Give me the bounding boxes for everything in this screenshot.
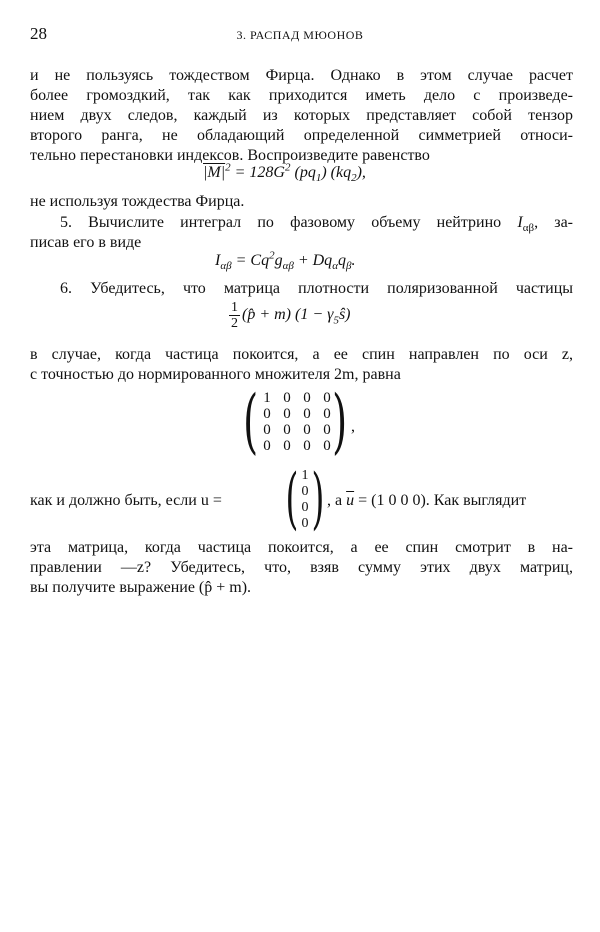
matrix-cell: 0	[323, 438, 331, 454]
formula2-end: .	[351, 252, 356, 269]
formula-amplitude-squared	[203, 161, 366, 185]
item5-text: 5. Вычислите интеграл по фазовому объему нейтрино	[60, 214, 518, 231]
line-without-fierz: не используя тождества Фирца.	[30, 193, 245, 210]
paragraph3-line-2: правлении —z? Убедитесь, что, взяв сумму этих двух матриц,	[30, 559, 573, 576]
formula2-q-power: 2	[269, 249, 275, 262]
running-head: 3. РАСПАД МЮОНОВ	[236, 28, 364, 42]
formula-density-matrix	[229, 300, 351, 331]
item6-line-1: 6. Убедитесь, что матрица плотности поляризованной частицы	[60, 280, 573, 297]
paragraph2-line-2: с точностью до нормированного множителя 2m, равна	[30, 366, 401, 383]
formula1-rhs-power: 2	[284, 161, 291, 174]
vector-entry: 1	[301, 468, 309, 483]
vector-entry: 0	[301, 516, 309, 531]
matrix-table	[257, 390, 337, 454]
matrix-cell: 0	[283, 406, 291, 422]
formula1-end: ),	[356, 164, 366, 181]
matrix-cell: 0	[323, 390, 331, 406]
vector-left-paren: (	[285, 460, 299, 537]
matrix-right-paren: )	[331, 380, 347, 462]
formula3-gamma-sub: 5	[333, 314, 339, 327]
matrix-cell: 0	[303, 438, 311, 454]
formula1-mid: ) (kq	[321, 164, 352, 181]
vector-entry: 0	[301, 484, 309, 499]
formula2-q2: q	[337, 252, 346, 269]
formula1-rhs: = 128G	[230, 164, 285, 181]
matrix-cell: 0	[323, 422, 331, 438]
formula3-fraction	[229, 300, 240, 331]
vector-ubar: $\overline{u}$	[346, 492, 355, 509]
formula3-numerator: 1	[231, 300, 238, 315]
formula2-I-sub: αβ	[220, 260, 232, 273]
vector-line-end: = (1 0 0 0). Как выглядит	[354, 492, 527, 509]
matrix-cell: 0	[263, 422, 271, 438]
spinor-column-vector	[285, 460, 325, 537]
paragraph2-line-1: в случае, когда частица покоится, а ее спин направлен по оси z,	[30, 346, 573, 363]
matrix-cell: 0	[303, 406, 311, 422]
paragraph1-line-3: нием двух следов, каждый из которых представляет собой тензор	[30, 107, 573, 124]
item5-line-2: писав его в виде	[30, 234, 142, 251]
item5-integral-sub: αβ	[522, 222, 535, 235]
formula1-sub2: 2	[351, 172, 357, 185]
formula2-eq: = Cq	[231, 252, 270, 269]
vector-entries	[298, 468, 312, 532]
paragraph1-line-2: более громоздкий, так как приходится иметь дело с произведе-	[30, 87, 573, 104]
formula2-q-sub2: β	[345, 260, 352, 273]
matrix-cell: 0	[323, 406, 331, 422]
matrix-row	[257, 406, 337, 422]
formula2-I: I	[215, 252, 221, 269]
page-number: 28	[30, 24, 47, 43]
matrix-cell: 0	[283, 438, 291, 454]
formula2-g: g	[274, 252, 283, 269]
paragraph3-line-3: вы получите выражение (p̂ + m).	[30, 579, 252, 596]
matrix-left-paren: (	[243, 380, 259, 462]
matrix-row	[257, 390, 337, 406]
vector-line-middle: , а	[327, 492, 347, 509]
paragraph1-line-5: тельно перестановки индексов. Воспроизведите равенство	[30, 147, 430, 164]
matrix-cell: 0	[263, 406, 271, 422]
formula1-rest: (pq	[290, 164, 316, 181]
formula3-denominator: 2	[231, 316, 238, 331]
item5-text-end: , за-	[534, 214, 573, 231]
vector-line-after	[327, 492, 526, 510]
matrix-row	[257, 422, 337, 438]
formula2-g-sub: αβ	[282, 260, 294, 273]
formula-integral	[215, 249, 356, 273]
vector-line-before: как и должно быть, если u =	[30, 492, 222, 509]
vector-entry: 0	[301, 500, 309, 515]
paragraph1-line-4: второго ранга, не обладающий определенной симметрией относи-	[30, 127, 573, 144]
item5-line-1	[60, 213, 573, 233]
item5-integral-symbol: I	[517, 214, 523, 231]
matrix-cell: 0	[283, 422, 291, 438]
formula1-lhs: |M|	[203, 164, 226, 181]
density-matrix-4x4	[243, 380, 359, 462]
paragraph3-line-1: эта матрица, когда частица покоится, а ее спин смотрит в на-	[30, 539, 573, 556]
formula1-sub1: 1	[315, 172, 322, 185]
paragraph1-line-1: и не пользуясь тождеством Фирца. Однако в этом случае расчет	[30, 67, 573, 84]
matrix-row	[257, 438, 337, 454]
formula1-lhs-power: 2	[225, 161, 231, 174]
formula3-body: (p̂ + m) (1 − γ	[242, 306, 334, 324]
matrix-trailing-comma: ,	[351, 418, 355, 435]
formula3-tail: ŝ)	[338, 306, 351, 324]
formula2-q-sub1: α	[332, 260, 338, 273]
matrix-cell: 0	[283, 390, 291, 406]
vector-right-paren: )	[311, 460, 325, 537]
matrix-cell: 0	[303, 390, 311, 406]
matrix-cell: 0	[263, 438, 271, 454]
formula2-plus: + Dq	[293, 252, 333, 269]
matrix-cell: 1	[263, 390, 271, 406]
matrix-cell: 0	[303, 422, 311, 438]
